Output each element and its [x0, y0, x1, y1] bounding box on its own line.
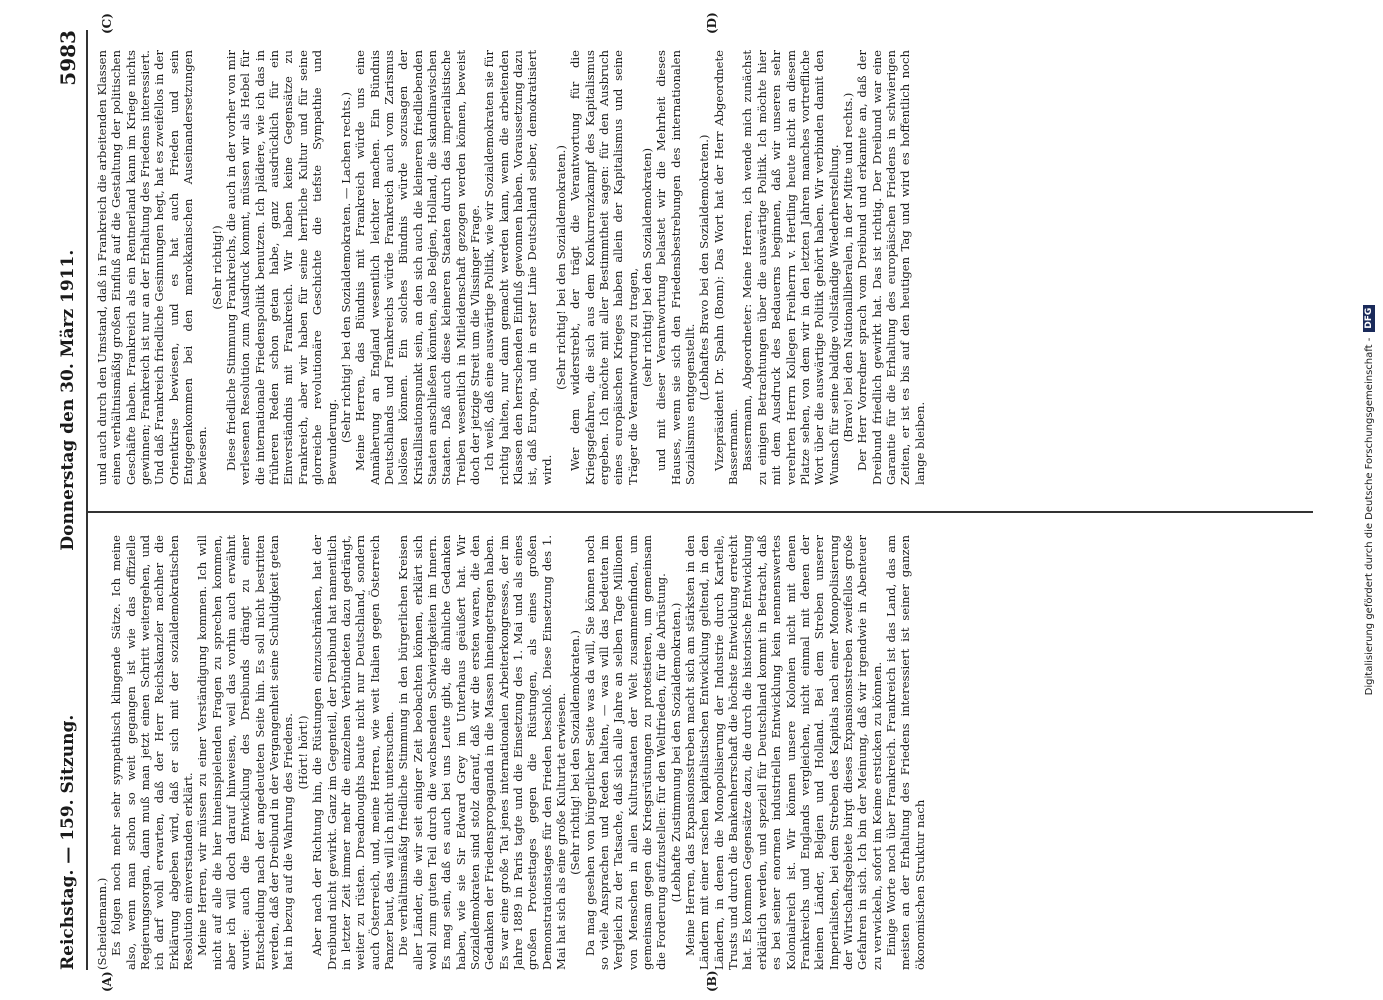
- margin-letter-b: (B): [705, 970, 719, 992]
- header-rule: [86, 30, 88, 970]
- right-paragraph: Vizepräsident Dr. Spahn (Bonn): Das Wort hat der Herr Abgeordnete Bassermann.: [711, 50, 741, 485]
- left-paragraph: Meine Herren, das Expansionsstreben macht sich am stärksten in den Ländern mit einer raschen kapitalistischen Entwicklung geltend, in den Ländern, in denen die Monopolisierung der Industrie durch Kartelle, Trusts und durch die Bankenherrschaft die höchste Entwicklung erreicht hat. Es kommen Gegensätze dazu, die durch die historische Entwicklung erklärlich werden, und speziell für Deutschland kommt in Betracht, daß es bei seiner enormen industriellen Entwicklung kein nennenswertes Kolonialreich ist. Wir können unsere Kolonien nicht mit denen Frankreichs und Englands vergleichen, nicht einmal mit denen der kleinen Länder, Belgien und Holland. Bei dem Streben unserer Imperialisten, bei dem Streben des Kapitals nach einer Monopolisierung der Wirtschaftsgebiete birgt dieses Expansionsstreben zweifellos große Gefahren in sich. Ich bin der Meinung, daß wir irgendwie in Abenteuer zu verwickeln, sofort im Keime ersticken zu können.: [683, 535, 884, 970]
- left-column: [95, 535, 1315, 970]
- right-paragraph: Ich weiß, daß eine auswärtige Politik, wie wir Sozialdemokraten sie für richtig halten, nur dann gemacht werden kann, wenn die arbeitenden Klassen den herrschenden Einfluß gewonnen haben. Voraussetzung dazu ist, daß Europa, und in erster Linie Deutschland selber, demokratisiert wird.: [482, 50, 554, 485]
- left-paragraph: (Hört! hört!): [295, 715, 310, 790]
- left-paragraph: (Lebhafte Zustimmung bei den Sozialdemokraten.): [668, 602, 683, 903]
- dfg-logo: DFG: [1363, 305, 1375, 332]
- right-paragraph: (Sehr richtig!): [209, 225, 224, 310]
- right-paragraph: Der Herr Vorredner sprach vom Dreibund und erkannte an, daß der Dreibund friedlich gewirkt hat. Das ist richtig. Der Dreibund war eine Garantie für die Erhaltung des europäischen Friedens in schwierigen Zeiten, er ist es bis auf den heutigen Tag und wird es hoffentlich noch lange bleiben.: [855, 50, 927, 485]
- header-left: Reichstag. — 159. Sitzung.: [58, 714, 78, 970]
- right-paragraph: Diese friedliche Stimmung Frankreichs, die auch in der vorher von mir verlesenen Resolution zum Ausdruck kommt, müssen wir als Hebel für die internationale Friedenspolitik benutzen. Ich plädiere, wie ich das in früheren Reden schon getan habe, ganz ausdrücklich für ein Einverständnis mit Frankreich. Wir haben keine Gegensätze zu Frankreich, aber wir haben für seine herrliche Kultur und für seine glorreiche revolutionäre Geschichte die tiefste Sympathie und Bewunderung.: [224, 50, 339, 485]
- page-header: [55, 30, 81, 970]
- left-paragraph: Einige Worte noch über Frankreich. Frankreich ist das Land, das am meisten an der Erhaltung des Friedens interessiert ist seiner ganzen ökonomischen Struktur nach: [883, 535, 927, 970]
- right-column: [95, 50, 1315, 485]
- right-paragraph: Bassermann, Abgeordneter: Meine Herren, ich wende mich zunächst zu einigen Betrachtungen über die auswärtige Politik. Ich möchte hier mit dem Ausdruck des Bedauerns beginnen, daß wir unseren sehr verehrten Herrn Kollegen Freiherrn v. Hertling heute nicht an diesem Platze sehen, von dem wir in den letzten Jahren manches vortreffliche Wort über die auswärtige Politik gehört haben. Wir verbinden damit den Wunsch für seine baldige vollständige Wiederherstellung.: [740, 50, 841, 485]
- digitization-note: [1355, 0, 1383, 1000]
- left-paragraph: (Sehr richtig! bei den Sozialdemokraten.): [568, 630, 583, 875]
- left-paragraph: Die verhältnismäßig friedliche Stimmung in den bürgerlichen Kreisen aller Länder, die wir seit einiger Zeit beobachten können, erklärt sich wohl zum guten Teil durch die wachsenden Schwierigkeiten im Innern. Es mag sein, daß es auch bei uns Leute gibt, die ähnliche Gedanken haben, wie sie Sir Edward Grey im Unterhaus geäußert hat. Wir Sozialdemokraten sind stolz darauf, daß wir die ersten waren, die den Gedanken der Friedenspropaganda in die Massen hineingetragen haben. Es war eine große Tat jenes internationalen Arbeiterkongresses, der im Jahre 1889 in Paris tagte und die Einsetzung des 1. Mai und als eines großen Protesttages gegen die Rüstungen, als eines großen Demonstrationstages für den Frieden beschloß. Diese Einsetzung des 1. Mai hat sich als eine große Kulturtat erwiesen.: [396, 535, 568, 970]
- column-divider: [88, 512, 1313, 514]
- right-paragraph: Wer dem widerstrebt, der trägt die Verantwortung für die Kriegsgefahren, die sich aus dem Konkurrenzkampf des Kapitalismus ergeben. Ich möchte mit aller Bestimmtheit sagen: für den Ausbruch eines europäischen Krieges haben allein der Kapitalismus und seine Träger die Verantwortung zu tragen,: [568, 50, 640, 485]
- right-paragraph: (sehr richtig! bei den Sozialdemokraten): [640, 147, 655, 388]
- left-paragraph: Da mag gesehen von bürgerlicher Seite was da will, Sie können noch so viele Ansprachen und Reden halten, — was will das bedeuten im Vergleich zu der Tatsache, daß sich alle Jahre an selben Tage Millionen von Menschen in allen Kulturstaaten der Welt zusammenfinden, um gemeinsam gegen die Kriegsrüstungen zu protestieren, um gemeinsam die Forderung aufzustellen: für den Weltfrieden, für die Abrüstung.: [582, 535, 669, 970]
- left-paragraph: Aber nach der Richtung hin, die Rüstungen einzuschränken, hat der Dreibund nicht gewirkt. Ganz im Gegenteil, der Dreibund hat namentlich in letzter Zeit immer mehr die einzelnen Verbündeten dazu gedrängt, weiter zu rüsten. Dreadnoughts baute nicht nur Deutschland, sondern auch Österreich, und, meine Herren, wie weit Italien gegen Österreich Panzer baut, das will ich nicht untersuchen.: [310, 535, 396, 970]
- right-paragraph: (Sehr richtig! bei den Sozialdemokraten. — Lachen rechts.): [338, 92, 353, 443]
- margin-letter-a: (A): [100, 971, 114, 992]
- digitization-text: Digitalisierung gefördert durch die Deutsche Forschungsgemeinschaft -: [1363, 337, 1375, 696]
- right-paragraph: (Bravo! bei den Nationalliberalen, in der Mitte und rechts.): [840, 92, 855, 443]
- right-paragraph: (Lebhaftes Bravo bei den Sozialdemokraten.): [697, 134, 712, 401]
- header-date: Donnerstag den 30. März 1911.: [58, 249, 78, 551]
- page-number: 5983: [56, 30, 80, 86]
- left-paragraph: Meine Herren, wir müssen zu einer Verständigung kommen. Ich will nicht auf alle die hier hineinspielenden Fragen zu sprechen kommen, aber ich will doch darauf hinweisen, weil das vorhin auch erwähnt wurde: auch die Entwicklung des Dreibunds drängt zu einer Entscheidung nach der angedeuteten Seite hin. Es soll nicht bestritten werden, daß der Dreibund in der Vergangenheit seine Schuldigkeit getan hat in bezug auf die Wahrung des Friedens.: [195, 535, 296, 970]
- left-paragraph: (Scheidemann.): [95, 877, 109, 970]
- right-paragraph: und mit dieser Verantwortung belastet wir die Mehrheit dieses Hauses, wenn sie sich den Friedensbestrebungen des internationalen Sozialismus entgegenstellt.: [654, 50, 698, 485]
- left-paragraph: Es folgen noch mehr sehr sympathisch klingende Sätze. Ich meine also, wenn man schon so weit gegangen ist wie das offizielle Regierungsorgan, dann muß man jetzt einen Schritt weitergehen, und ich darf wohl erwarten, daß der Herr Reichskanzler nachher die Erklärung abgeben wird, daß er sich mit der sozialdemokratischen Resolution einverstanden erklärt.: [109, 535, 196, 970]
- right-paragraph: und auch durch den Umstand, daß in Frankreich die arbeitenden Klassen einen verhältnismäßig großen Einfluß auf die Gestaltung der politischen Geschäfte haben. Frankreich als ein Rentnerland kann im Kriege nichts gewinnen; Frankreich ist nur an der Erhaltung des Friedens interessiert. Und daß Frankreich friedliche Gesinnungen hegt, hat es zweifellos in der Orientkrise bewiesen, und es hat auch Frieden und sein Entgegenkommen bei den marokkanischen Auseinandersetzungen bewiesen.: [95, 50, 210, 485]
- margin-letter-d: (D): [705, 12, 719, 34]
- right-paragraph: (Sehr richtig! bei den Sozialdemokraten.): [554, 145, 568, 390]
- margin-letter-c: (C): [100, 13, 114, 34]
- right-paragraph: Meine Herren, das Bündnis mit Frankreich würde uns eine Annäherung an England wesentlich leichter machen. Ein Bündnis Deutschlands und Frankreichs würde Frankreich auch vom Zarismus loslösen können. Ein solches Bündnis würde sozusagen der Kristallisationspunkt sein, an den sich auch die kleineren friedliebenden Staaten anschließen könnten, also Belgien, Holland, die skandinavischen Staaten. Daß auch diese kleineren Staaten durch das imperialistische Treiben wesentlich in Mitleidenschaft gezogen werden können, beweist doch der jetzige Streit um die Vlissinger Frage.: [353, 50, 482, 485]
